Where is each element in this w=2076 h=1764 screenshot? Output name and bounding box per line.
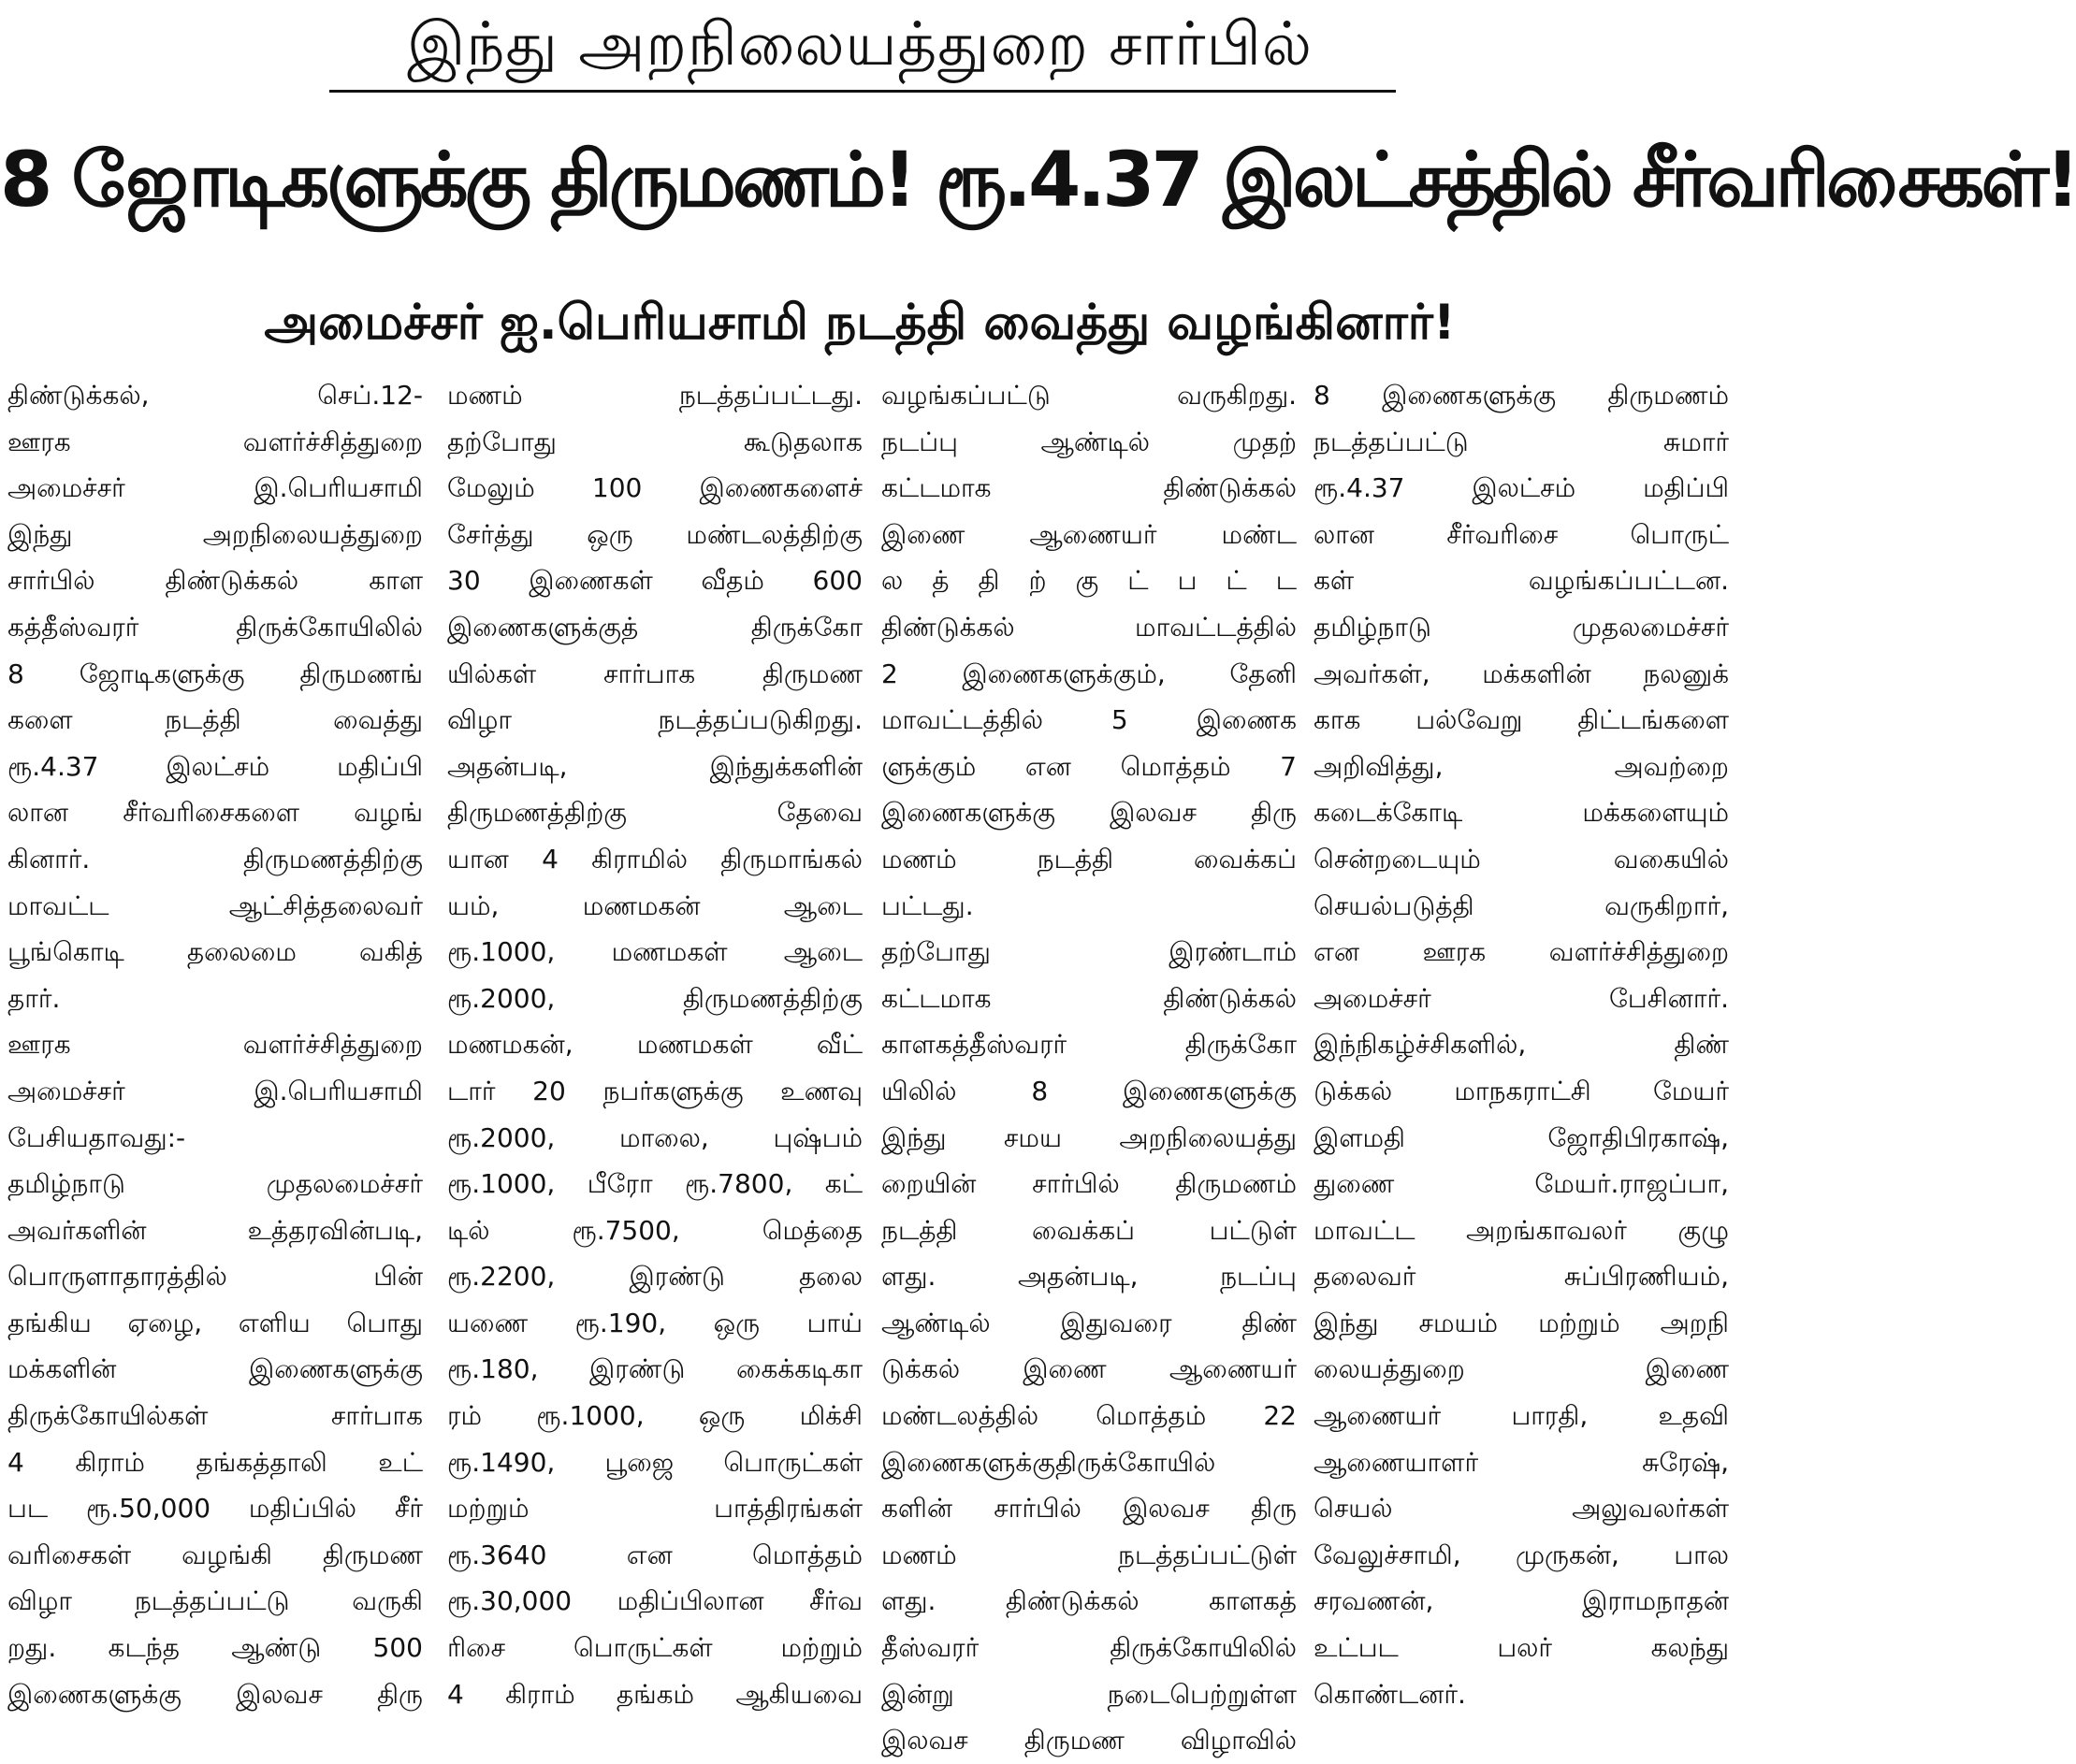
article-line: இந்நிகழ்ச்சிகளில், திண் xyxy=(1314,1029,1729,1061)
article-line: இணைகளுக்குதிருக்கோயில் xyxy=(881,1446,1216,1478)
article-column-4 xyxy=(1314,372,1729,1710)
article-line: றது. கடந்த ஆண்டு 500 xyxy=(7,1632,423,1664)
article-line: ஆண்டில் இதுவரை திண் xyxy=(881,1307,1297,1338)
article-line: ரூ.4.37 இலட்சம் மதிப்பி xyxy=(7,750,423,782)
article-line: ளது. திண்டுக்கல் காளகத் xyxy=(881,1585,1297,1617)
article-line: டுக்கல் மாநகராட்சி மேயர் xyxy=(1314,1075,1729,1106)
article-line: விழா நடத்தப்படுகிறது. xyxy=(447,704,863,736)
article-line: நடத்தப்பட்டு சுமார் xyxy=(1314,426,1729,457)
article-line: இணைகளுக்கு இலவச திரு xyxy=(881,797,1297,829)
article-line: கள் வழங்கப்பட்டன. xyxy=(1314,565,1729,597)
article-line: மற்றும் பாத்திரங்கள் xyxy=(447,1493,863,1525)
subheadline: அமைச்சர் ஐ.பெரியசாமி நடத்தி வைத்து வழங்கினார்! xyxy=(264,295,1456,351)
article-line: பூங்கொடி தலைமை வகித் xyxy=(7,936,423,968)
article-line: மேலும் 100 இணைகளைச் xyxy=(447,472,863,504)
article-line: களின் சார்பில் இலவச திரு xyxy=(881,1493,1297,1525)
article-line: வேலுச்சாமி, முருகன், பால xyxy=(1314,1539,1729,1570)
article-line: அவர்களின் உத்தரவின்படி, xyxy=(7,1214,423,1246)
article-line: சென்றடையும் வகையில் xyxy=(1314,843,1729,875)
article-line: திண்டுக்கல், செப்.12- xyxy=(7,380,423,411)
article-line: 4 கிராம் தங்கம் ஆகியவை xyxy=(447,1678,863,1710)
article-line: பேசியதாவது:- xyxy=(7,1121,186,1153)
article-line: யம், மணமகன் ஆடை xyxy=(447,889,863,921)
article-line: யில்கள் சார்பாக திருமண xyxy=(447,658,863,689)
article-line: ரூ.1000, மணமகள் ஆடை xyxy=(447,936,863,968)
article-line: அமைச்சர் பேசினார். xyxy=(1314,982,1729,1014)
article-line: நடத்தி வைக்கப் பட்டுள் xyxy=(881,1214,1297,1246)
article-line: யிலில் 8 இணைகளுக்கு xyxy=(881,1075,1297,1106)
article-line: அதன்படி, இந்துக்களின் xyxy=(447,750,863,782)
article-line: ரூ.3640 என மொத்தம் xyxy=(447,1539,863,1570)
article-line: இளமதி ஜோதிபிரகாஷ், xyxy=(1314,1121,1729,1153)
kicker: இந்து அறநிலையத்துறை சார்பில் xyxy=(407,10,1313,80)
article-line: ஆணையாளர் சுரேஷ், xyxy=(1314,1446,1729,1478)
article-line: ஊரக வளர்ச்சித்துறை xyxy=(7,1029,423,1061)
article-line: பட ரூ.50,000 மதிப்பில் சீர் xyxy=(7,1493,423,1525)
article-line: ரூ.30,000 மதிப்பிலான சீர்வ xyxy=(447,1585,863,1617)
article-column-1 xyxy=(7,372,423,1710)
article-line: கத்தீஸ்வரர் திருக்கோயிலில் xyxy=(7,611,423,643)
article-line: ளது. அதன்படி, நடப்பு xyxy=(881,1261,1297,1293)
article-line: இந்து அறநிலையத்துறை xyxy=(7,518,423,550)
article-line: லையத்துறை இணை xyxy=(1314,1353,1729,1385)
article-line: பட்டது. xyxy=(881,889,974,921)
article-line: தங்கிய ஏழை, எளிய பொது xyxy=(7,1307,423,1338)
article-line: செயல்படுத்தி வருகிறார், xyxy=(1314,889,1729,921)
article-line: உட்பட பலர் கலந்து xyxy=(1314,1632,1729,1664)
article-column-2 xyxy=(447,372,863,1710)
article-line: கடைக்கோடி மக்களையும் xyxy=(1314,797,1729,829)
article-line: திருக்கோயில்கள் சார்பாக xyxy=(7,1400,423,1432)
article-line: சேர்த்து ஒரு மண்டலத்திற்கு xyxy=(447,518,863,550)
article-line: இணைகளுக்குத் திருக்கோ xyxy=(447,611,863,643)
article-line: அவர்கள், மக்களின் நலனுக் xyxy=(1314,658,1729,689)
article-line: ரிசை பொருட்கள் மற்றும் xyxy=(447,1632,863,1664)
article-line: ரூ.4.37 இலட்சம் மதிப்பி xyxy=(1314,472,1729,504)
article-line: மாவட்ட அறங்காவலர் குழு xyxy=(1314,1214,1729,1246)
article-line: செயல் அலுவலர்கள் xyxy=(1314,1493,1729,1525)
article-line: காக பல்வேறு திட்டங்களை xyxy=(1314,704,1729,736)
article-line: ரூ.2000, திருமணத்திற்கு xyxy=(447,982,863,1014)
article-line: தமிழ்நாடு முதலமைச்சர் xyxy=(7,1168,423,1200)
article-line: யணை ரூ.190, ஒரு பாய் xyxy=(447,1307,863,1338)
article-line: பொருளாதாரத்தில் பின் xyxy=(7,1261,423,1293)
article-line: வழங்கப்பட்டு வருகிறது. xyxy=(881,380,1297,411)
article-line: கினார். திருமணத்திற்கு xyxy=(7,843,423,875)
article-line: திருமணத்திற்கு தேவை xyxy=(447,797,863,829)
article-line: மணமகன், மணமகள் வீட் xyxy=(447,1029,863,1061)
article-line: ரூ.2000, மாலை, புஷ்பம் xyxy=(447,1121,863,1153)
article-line: இணை ஆணையர் மண்ட xyxy=(881,518,1297,550)
article-line: மண்டலத்தில் மொத்தம் 22 xyxy=(881,1400,1297,1432)
article-line: ரம் ரூ.1000, ஒரு மிக்சி xyxy=(447,1400,863,1432)
article-line: அறிவித்து, அவற்றை xyxy=(1314,750,1729,782)
article-line: 8 ஜோடிகளுக்கு திருமணங் xyxy=(7,658,423,689)
article-line: றையின் சார்பில் திருமணம் xyxy=(881,1168,1297,1200)
article-line: ல த் தி ற் கு ட் ப ட் ட xyxy=(881,565,1297,597)
article-line: தார். xyxy=(7,982,61,1014)
article-line: சார்பில் திண்டுக்கல் காள xyxy=(7,565,423,597)
article-line: நடப்பு ஆண்டில் முதற் xyxy=(881,426,1297,457)
article-line: அமைச்சர் இ.பெரியசாமி xyxy=(7,472,423,504)
article-line: ஆணையர் பாரதி, உதவி xyxy=(1314,1400,1729,1432)
article-line: லான சீர்வரிசை பொருட் xyxy=(1314,518,1729,550)
article-line: 4 கிராம் தங்கத்தாலி உட் xyxy=(7,1446,423,1478)
article-line: துணை மேயர்.ராஜப்பா, xyxy=(1314,1168,1729,1200)
article-line: கொண்டனர். xyxy=(1314,1678,1466,1710)
article-line: இணைகளுக்கு இலவச திரு xyxy=(7,1678,423,1710)
article-line: தலைவர் சுப்பிரணியம், xyxy=(1314,1261,1729,1293)
article-line: டுக்கல் இணை ஆணையர் xyxy=(881,1353,1297,1385)
article-line: திண்டுக்கல் மாவட்டத்தில் xyxy=(881,611,1297,643)
article-line: மணம் நடத்தப்பட்டது. xyxy=(447,380,863,411)
article-line: ரூ.1490, பூஜை பொருட்கள் xyxy=(447,1446,863,1478)
article-line: இலவச திருமண விழாவில் xyxy=(881,1725,1297,1757)
article-line: அமைச்சர் இ.பெரியசாமி xyxy=(7,1075,423,1106)
article-line: தற்போது கூடுதலாக xyxy=(447,426,863,457)
kicker-underline xyxy=(329,90,1396,93)
article-line: மணம் நடத்தப்பட்டுள் xyxy=(881,1539,1297,1570)
article-line: என ஊரக வளர்ச்சித்துறை xyxy=(1314,936,1729,968)
article-line: ரூ.1000, பீரோ ரூ.7800, கட் xyxy=(447,1168,863,1200)
article-line: ரூ.180, இரண்டு கைக்கடிகா xyxy=(447,1353,863,1385)
article-line: விழா நடத்தப்பட்டு வருகி xyxy=(7,1585,423,1617)
article-line: 2 இணைகளுக்கும், தேனி xyxy=(881,658,1297,689)
article-line: இந்து சமயம் மற்றும் அறநி xyxy=(1314,1307,1729,1338)
article-line: வரிசைகள் வழங்கி திருமண xyxy=(7,1539,423,1570)
article-line: லான சீர்வரிசைகளை வழங் xyxy=(7,797,423,829)
article-line: யான 4 கிராமில் திருமாங்கல் xyxy=(447,843,863,875)
article-line: தமிழ்நாடு முதலமைச்சர் xyxy=(1314,611,1729,643)
article-line: கட்டமாக திண்டுக்கல் xyxy=(881,982,1297,1014)
article-line: மணம் நடத்தி வைக்கப் xyxy=(881,843,1297,875)
article-line: ளுக்கும் என மொத்தம் 7 xyxy=(881,750,1297,782)
article-line: 8 இணைகளுக்கு திருமணம் xyxy=(1314,380,1729,411)
article-line: மாவட்ட ஆட்சித்தலைவர் xyxy=(7,889,423,921)
article-line: 30 இணைகள் வீதம் 600 xyxy=(447,565,863,597)
article-line: டில் ரூ.7500, மெத்தை xyxy=(447,1214,863,1246)
article-line: ரூ.2200, இரண்டு தலை xyxy=(447,1261,863,1293)
article-line: ஊரக வளர்ச்சித்துறை xyxy=(7,426,423,457)
article-line: தற்போது இரண்டாம் xyxy=(881,936,1297,968)
article-line: காளகத்தீஸ்வரர் திருக்கோ xyxy=(881,1029,1297,1061)
article-line: சரவணன், இராமநாதன் xyxy=(1314,1585,1729,1617)
headline: 8 ஜோடிகளுக்கு திருமணம்! ரூ.4.37 இலட்சத்தில் சீர்வரிசைகள்! xyxy=(0,137,2076,224)
article-column-3 xyxy=(881,372,1297,1757)
article-line: மக்களின் இணைகளுக்கு xyxy=(7,1353,423,1385)
article-line: டார் 20 நபர்களுக்கு உணவு xyxy=(447,1075,863,1106)
article-line: மாவட்டத்தில் 5 இணைக xyxy=(881,704,1297,736)
article-line: இந்து சமய அறநிலையத்து xyxy=(881,1121,1297,1153)
article-line: கட்டமாக திண்டுக்கல் xyxy=(881,472,1297,504)
article-line: தீஸ்வரர் திருக்கோயிலில் xyxy=(881,1632,1297,1664)
article-line: களை நடத்தி வைத்து xyxy=(7,704,423,736)
article-line: இன்று நடைபெற்றுள்ள xyxy=(881,1678,1297,1710)
